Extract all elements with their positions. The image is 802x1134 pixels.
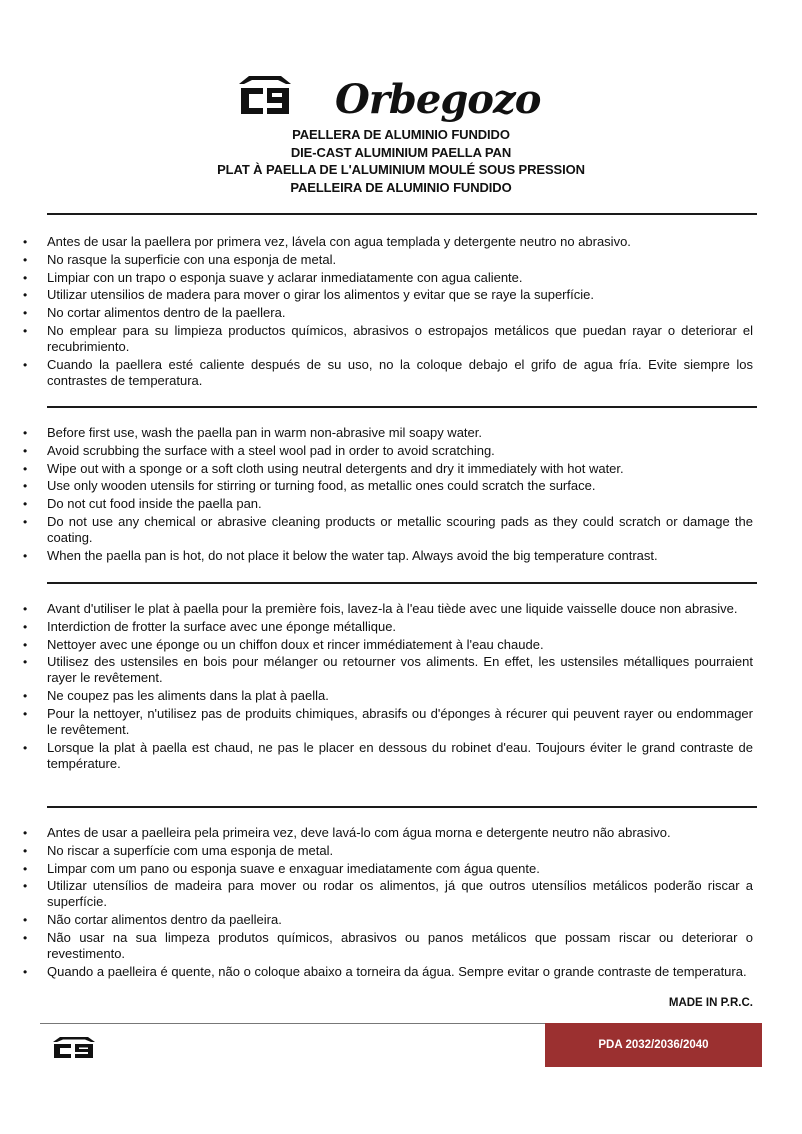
- list-item: • Nettoyer avec une éponge ou un chiffon doux et rincer immédiatement à l'eau chaude.: [23, 637, 753, 653]
- title-pt: PAELLEIRA DE ALUMINIO FUNDIDO: [290, 179, 512, 195]
- instructions-pt: [23, 825, 753, 982]
- section-divider: [47, 582, 757, 584]
- brand-wordmark: Orbegozo: [335, 76, 541, 122]
- list-item: • Utilizar utensilios de madera para mover o girar los alimentos y evitar que se raye la superfície.: [23, 287, 753, 303]
- instructions-fr: [23, 601, 753, 774]
- list-item: • Antes de usar a paelleira pela primeira vez, deve lavá-lo com água morna e detergente neutro não abrasivo.: [23, 825, 753, 841]
- list-item: • Do not use any chemical or abrasive cleaning products or metallic scouring pads as they could scratch or damage the coating.: [23, 514, 753, 546]
- list-item: • Utilisez des ustensiles en bois pour mélanger ou retourner vos aliments. En effet, les ustensiles métalliques pourraient rayer le revêtement.: [23, 654, 753, 686]
- list-item: • No riscar a superfície com uma esponja de metal.: [23, 843, 753, 859]
- made-in-label: MADE IN P.R.C.: [668, 997, 753, 1009]
- list-item: • Wipe out with a sponge or a soft cloth using neutral detergents and dry it immediately with hot water.: [23, 461, 753, 477]
- footer-divider: [40, 1023, 545, 1024]
- list-item: • Use only wooden utensils for stirring or turning food, as metallic ones could scratch the surface.: [23, 478, 753, 494]
- section-divider: [47, 213, 757, 215]
- house-logo-icon: [239, 76, 291, 114]
- list-item: • Interdiction de frotter la surface avec une éponge métallique.: [23, 619, 753, 635]
- list-item: • Before first use, wash the paella pan in warm non-abrasive mil soapy water.: [23, 425, 753, 441]
- list-item: • Não usar na sua limpeza produtos químicos, abrasivos ou panos metálicos que possam riscar ou deteriorar o revestimento.: [23, 930, 753, 962]
- list-item: • When the paella pan is hot, do not place it below the water tap. Always avoid the big temperature contrast.: [23, 548, 753, 564]
- list-item: • Ne coupez pas les aliments dans la plat à paella.: [23, 688, 753, 704]
- product-titles: [0, 126, 802, 196]
- model-number-badge: [545, 1023, 762, 1067]
- list-item: • Avoid scrubbing the surface with a steel wool pad in order to avoid scratching.: [23, 443, 753, 459]
- list-item: • Do not cut food inside the paella pan.: [23, 496, 753, 512]
- section-divider: [47, 806, 757, 808]
- title-en: DIE-CAST ALUMINIUM PAELLA PAN: [290, 144, 512, 160]
- list-item: • Limpiar con un trapo o esponja suave y aclarar inmediatamente con agua caliente.: [23, 270, 753, 286]
- list-item: • Utilizar utensílios de madeira para mover ou rodar os alimentos, já que outros utensílios metálicos poderão riscar a superfície.: [23, 878, 753, 910]
- list-item: • Cuando la paellera esté caliente después de su uso, no la coloque debajo el grifo de agua fría. Evite siempre los contrastes de temperatura.: [23, 357, 753, 389]
- orbegozo-logo: [239, 72, 569, 122]
- list-item: • No rasque la superficie con una esponja de metal.: [23, 252, 753, 268]
- list-item: • No cortar alimentos dentro de la paellera.: [23, 305, 753, 321]
- house-logo-icon: [53, 1036, 95, 1058]
- list-item: • No emplear para su limpieza productos químicos, abrasivos o estropajos metálicos que puedan rayar o deteriorar el recubrimiento.: [23, 323, 753, 355]
- title-fr: PLAT À PAELLA DE L'ALUMINIUM MOULÉ SOUS PRESSION: [217, 162, 585, 177]
- list-item: • Não cortar alimentos dentro da paelleira.: [23, 912, 753, 928]
- list-item: • Limpar com um pano ou esponja suave e enxaguar imediatamente com água quente.: [23, 861, 753, 877]
- list-item: • Antes de usar la paellera por primera vez, lávela con agua templada y detergente neutro no abrasivo.: [23, 234, 753, 250]
- instructions-en: [23, 425, 753, 566]
- list-item: • Quando a paelleira é quente, não o coloque abaixo a torneira da água. Sempre evitar o grande contraste de temperatura.: [23, 964, 753, 980]
- list-item: • Avant d'utiliser le plat à paella pour la première fois, lavez-la à l'eau tiède avec une liquide vaisselle douce non abrasive.: [23, 601, 753, 617]
- title-es: PAELLERA DE ALUMINIO FUNDIDO: [292, 127, 510, 142]
- list-item: • Lorsque la plat à paella est chaud, ne pas le placer en dessous du robinet d'eau. Toujours éviter le grand contraste de température.: [23, 740, 753, 772]
- section-divider: [47, 406, 757, 408]
- model-number: PDA 2032/2036/2040: [598, 1039, 709, 1051]
- list-item: • Pour la nettoyer, n'utilisez pas de produits chimiques, abrasifs ou d'éponges à récurer qui peuvent rayer ou endommager le revêtement.: [23, 706, 753, 738]
- instructions-es: [23, 234, 753, 391]
